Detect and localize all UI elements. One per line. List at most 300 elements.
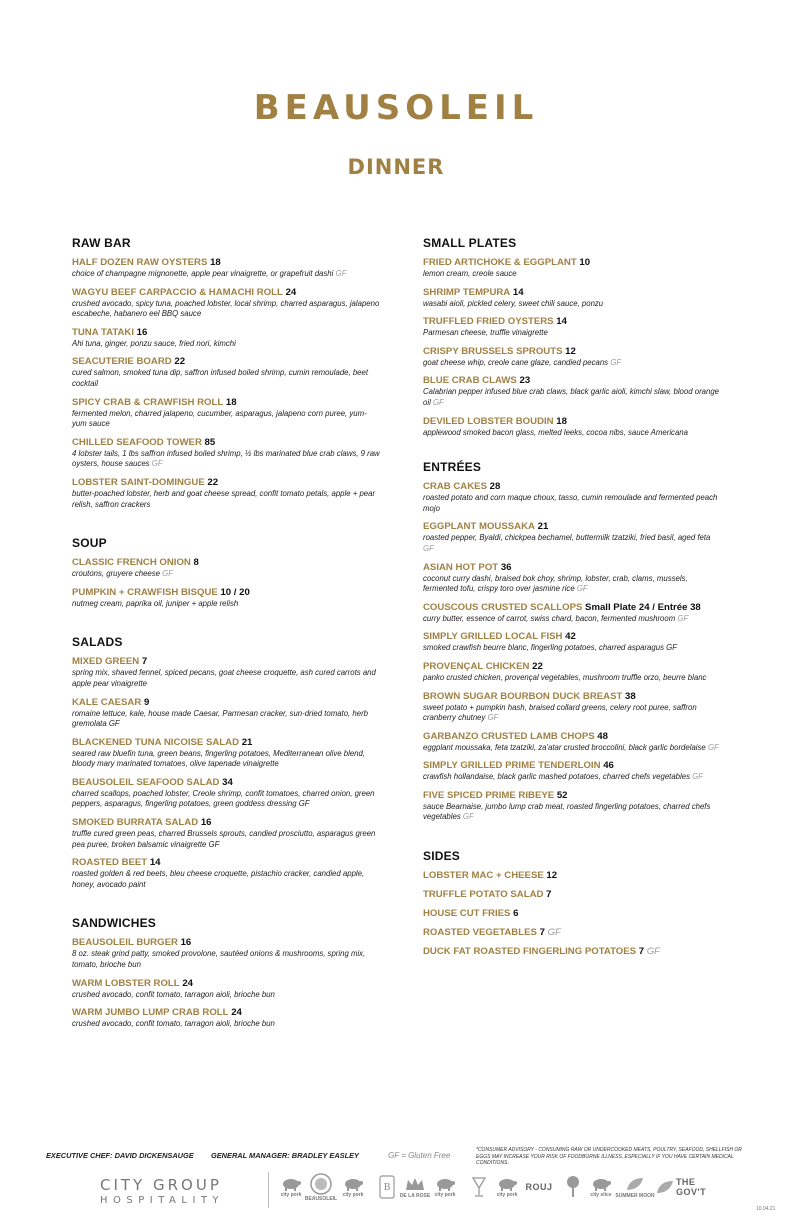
section-title: SANDWICHES	[72, 916, 157, 931]
menu-item-description-text: 8 oz. steak grind patty, smoked provolone, sautéed onions & mushrooms, spring mix, tomato, brioche bun	[72, 949, 366, 970]
restaurant-logo	[464, 1170, 494, 1204]
section-small-plates	[423, 236, 723, 438]
menu-item-description	[72, 949, 380, 970]
menu-item-description-text: Ahi tuna, ginger, ponzu sauce, fried nori, kimchi	[72, 338, 236, 348]
menu-item-price: Small Plate 24 / Entrée 38	[585, 601, 701, 613]
menu-item-price: 48	[597, 730, 608, 742]
restaurant-logo	[615, 1170, 655, 1204]
menu-item-name: CRAB CAKES	[423, 481, 487, 493]
menu-item	[72, 978, 380, 1001]
menu-item-header	[72, 356, 380, 368]
menu-item	[72, 327, 380, 350]
menu-item-header	[72, 978, 380, 990]
menu-item-price: 9	[143, 696, 150, 708]
menu-item-header	[72, 817, 380, 829]
leaf-icon	[655, 1179, 675, 1195]
menu-item-description	[423, 673, 723, 684]
crown-icon	[404, 1176, 426, 1192]
menu-item-header	[72, 937, 380, 949]
menu-item-name: PROVENÇAL CHICKEN	[423, 660, 530, 672]
svg-text:B: B	[383, 1183, 391, 1193]
gluten-free-tag: GF	[547, 927, 561, 939]
gluten-free-tag: GF	[576, 584, 588, 594]
menu-title: DINNER	[347, 155, 445, 179]
menu-item-description	[423, 269, 723, 280]
menu-item-name: FRIED ARTICHOKE & EGGPLANT	[423, 257, 577, 268]
menu-item-header	[423, 257, 723, 269]
menu-item	[72, 587, 380, 610]
menu-item-description-text: roasted potato and corn maque choux, tasso, cumin remoulade and fermented peach mojo	[423, 493, 718, 513]
menu-item-price: 14	[149, 857, 161, 869]
menu-item-name: ASIAN HOT POT	[423, 561, 499, 573]
menu-item-header	[72, 557, 380, 569]
menu-item-name: WARM JUMBO LUMP CRAB ROLL	[72, 1007, 229, 1019]
menu-item-description	[423, 428, 723, 439]
glass-icon	[471, 1176, 487, 1198]
menu-item-price: 12	[546, 870, 558, 882]
menu-item-header	[423, 316, 723, 328]
menu-item-price: 22	[174, 356, 186, 368]
menu-item-description-text: panko crusted chicken, provençal vegetables, mushroom truffle orzo, beurre blanc	[423, 672, 707, 682]
menu-item-description-text: spring mix, shaved fennel, spiced pecans, goat cheese croquette, ash cured carrots and apple pear vinaigrette	[72, 668, 376, 688]
menu-item-header	[72, 857, 380, 869]
menu-item-description-text: truffle cured green peas, charred Brussels sprouts, candied prosciutto, asparagus green pea puree, broken balsamic vinaigrette GF	[72, 829, 376, 849]
logo-label: BEAUSOLEIL	[304, 1195, 338, 1202]
menu-item	[423, 375, 723, 408]
menu-item-header	[423, 946, 723, 958]
menu-item	[423, 631, 723, 654]
menu-item-name: PUMPKIN + CRAWFISH BISQUE	[72, 586, 218, 598]
menu-item-description-text: cured salmon, smoked tuna dip, saffron infused boiled shrimp, cumin remoulade, beet cocktail	[72, 368, 369, 388]
menu-item-price: 18	[225, 396, 237, 408]
leaf-icon	[625, 1176, 645, 1192]
menu-item-name: ROASTED BEET	[72, 857, 148, 869]
group-logo	[100, 1176, 250, 1206]
menu-item-price: 85	[204, 436, 216, 448]
menu-item	[72, 557, 380, 580]
menu-item-description-text: choice of champagne mignonette, apple pear vinaigrette, or grapefruit dashi	[72, 269, 334, 278]
section-title: SMALL PLATES	[423, 236, 517, 250]
restaurant-logo	[558, 1170, 588, 1204]
gluten-free-tag: GF	[646, 946, 661, 958]
menu-item	[423, 287, 723, 310]
menu-item-description	[423, 328, 723, 339]
gluten-free-tag: GF	[707, 742, 719, 752]
menu-item-description-text: charred scallops, poached lobster, Creole shrimp, confit tomatoes, charred onion, green peppers, asparagus, fingerling potatoes, green goddess dressing GF	[72, 788, 375, 809]
menu-item-description	[423, 358, 723, 369]
menu-item-price: 12	[565, 345, 576, 357]
menu-item-name: BROWN SUGAR BOURBON DUCK BREAST	[423, 690, 623, 702]
restaurant-logo	[524, 1170, 554, 1204]
menu-item-description	[72, 489, 380, 510]
menu-item-price: 24	[182, 977, 193, 989]
menu-item-header	[423, 521, 723, 533]
menu-item-description	[423, 574, 723, 595]
menu-item-name: SIMPLY GRILLED PRIME TENDERLOIN	[423, 760, 601, 772]
menu-item-name: DUCK FAT ROASTED FINGERLING POTATOES	[423, 946, 637, 958]
menu-item-header	[72, 257, 380, 269]
menu-item-name: EGGPLANT MOUSSAKA	[423, 521, 535, 533]
menu-item-header	[423, 889, 723, 901]
restaurant-logo	[276, 1170, 306, 1204]
restaurant-logo	[676, 1170, 706, 1204]
menu-item-description-text: roasted pepper, Byaldi, chickpea bechamel, buttermilk tzatziki, fried basil, aged feta	[423, 533, 711, 543]
menu-item-description-text: seared raw bluefin tuna, green beans, fingerling potatoes, Mediterranean olive blend, bloody mary marinated tomatoes, olive tapenade vinaigrette	[72, 748, 366, 769]
menu-item-name: SPICY CRAB & CRAWFISH ROLL	[72, 396, 224, 408]
menu-item-description-text: applewood smoked bacon glass, melted leeks, cocoa nibs, sauce Americana	[423, 427, 688, 437]
left-column	[72, 236, 380, 1037]
section-salads	[72, 635, 380, 890]
menu-item	[423, 946, 723, 958]
menu-item-name: GARBANZO CRUSTED LAMB CHOPS	[423, 730, 595, 742]
menu-item-header	[423, 731, 723, 743]
section-title: SOUP	[72, 536, 107, 551]
menu-item	[72, 356, 380, 389]
menu-item-description	[423, 387, 723, 408]
menu-item	[423, 481, 723, 514]
menu-item	[423, 790, 723, 823]
menu-item	[72, 857, 380, 890]
menu-item-name: SHRIMP TEMPURA	[423, 286, 511, 298]
menu-item-header	[423, 908, 723, 920]
menu-item-description	[72, 599, 380, 610]
section-title: RAW BAR	[72, 236, 131, 250]
gluten-free-tag: GF	[162, 569, 173, 579]
menu-item-header	[423, 661, 723, 673]
menu-item-description-text: romaine lettuce, kale, house made Caesar, Parmesan cracker, sun-dried tomato, herb gremolata GF	[72, 708, 368, 729]
menu-item	[72, 437, 380, 470]
menu-item	[72, 817, 380, 850]
menu-item-price: 22	[207, 476, 219, 488]
menu-item-name: MIXED GREEN	[72, 656, 140, 668]
menu-item-header	[72, 437, 380, 449]
gluten-free-tag: GF	[462, 812, 474, 822]
menu-item-description-text: roasted golden & red beets, bleu cheese croquette, pistachio cracker, candied apple, honey, avocado paint	[72, 869, 365, 889]
menu-item-description-text: nutmeg cream, paprika oil, juniper + apple relish	[72, 598, 239, 608]
menu-item-header	[423, 416, 723, 428]
menu-item-price: 16	[180, 937, 192, 949]
menu-item-price: 7	[546, 889, 552, 901]
logo-label: SUMMER MOON	[615, 1192, 655, 1199]
menu-item-description	[423, 614, 723, 625]
menu-item	[72, 287, 380, 320]
section-raw-bar	[72, 236, 380, 510]
menu-item-description	[423, 703, 723, 724]
seal-icon	[310, 1173, 332, 1195]
section-title: ENTRÉES	[423, 460, 482, 475]
menu-item-description-text: eggplant moussaka, feta tzatziki, za'atar crusted broccolini, black garlic bordelaise	[423, 742, 706, 752]
menu-item-description	[72, 569, 380, 580]
logo-label: city pork	[342, 1191, 364, 1198]
menu-item-price: 22	[532, 660, 543, 672]
right-column	[423, 236, 723, 965]
menu-item	[423, 346, 723, 369]
menu-item-name: SIMPLY GRILLED LOCAL FISH	[423, 631, 563, 643]
menu-item-description	[72, 409, 380, 430]
menu-item-price: 21	[241, 736, 253, 748]
logo-wordmark: ROUJ	[525, 1182, 553, 1192]
menu-item	[423, 602, 723, 625]
menu-item-header	[423, 870, 723, 882]
menu-item-description	[72, 299, 380, 320]
menu-item-name: WARM LOBSTER ROLL	[72, 977, 180, 989]
menu-item	[72, 737, 380, 770]
menu-item-description-text: coconut curry dashi, braised bok choy, shrimp, lobster, crab, clams, mussels, fermented tofu, crispy toro over jasmine rice	[423, 573, 688, 594]
menu-item-header	[72, 777, 380, 789]
menu-item-header	[72, 327, 380, 339]
menu-item-name: CLASSIC FRENCH ONION	[72, 557, 191, 569]
section-entr-es	[423, 460, 723, 823]
menu-item-description	[423, 802, 723, 823]
menu-item-name: DEVILED LOBSTER BOUDIN	[423, 415, 554, 427]
menu-item	[72, 257, 380, 280]
menu-item-price: 34	[222, 776, 233, 788]
menu-item-description	[72, 339, 380, 350]
menu-item-price: 14	[556, 316, 567, 328]
pig-icon	[590, 1177, 612, 1191]
section-sides	[423, 849, 723, 958]
menu-item	[423, 521, 723, 554]
menu-item-header	[72, 397, 380, 409]
menu-item-price: 7	[638, 946, 645, 958]
menu-item-description	[423, 772, 723, 783]
menu-item-description	[423, 743, 723, 754]
menu-item-name: WAGYU BEEF CARPACCIO & HAMACHI ROLL	[72, 286, 283, 298]
menu-item-name: BLUE CRAB CLAWS	[423, 375, 517, 387]
menu-item-description-text: lemon cream, creole sauce	[423, 269, 517, 278]
menu-item-description	[72, 829, 380, 850]
restaurant-brand: BEAUSOLEIL	[253, 88, 539, 128]
menu-item-description-text: crawfish hollandaise, black garlic mashed potatoes, charred chefs vegetables	[423, 772, 690, 782]
menu-item-header	[72, 587, 380, 599]
menu-item-description	[72, 668, 380, 689]
menu-item-description	[72, 269, 380, 280]
menu-item-header	[72, 737, 380, 749]
logo-label: city pork	[434, 1191, 456, 1198]
menu-item-description-text: butter-poached lobster, herb and goat cheese spread, confit tomato petals, apple + pear relish, saffron crackers	[72, 488, 376, 509]
menu-item	[423, 257, 723, 280]
gluten-free-tag: GF	[610, 357, 622, 367]
menu-item-name: SEACUTERIE BOARD	[72, 356, 172, 368]
menu-item-price: 21	[537, 521, 549, 533]
pig-icon	[496, 1177, 518, 1191]
menu-item-name: ROASTED VEGETABLES	[423, 927, 537, 939]
menu-item-name: BLACKENED TUNA NICOISE SALAD	[72, 736, 240, 748]
gluten-free-tag: GF	[692, 772, 703, 782]
gluten-free-tag: GF	[335, 269, 347, 278]
menu-item-header	[423, 691, 723, 703]
restaurant-logo	[306, 1170, 336, 1204]
menu-item-description-text: 4 lobster tails, 1 lbs saffron infused boiled shrimp, ½ lbs marinated blue crab claws, 9 raw oysters, house sauces	[72, 448, 380, 469]
consumer-advisory: *CONSUMER ADVISORY - CONSUMING RAW OR UNDERCOOKED MEATS, POULTRY, SEAFOOD, SHELLFISH OR EGGS MAY INCREASE YOUR RISK OF FOODBORNE ILLNESS, ESPECIALLY IF YOU HAVE CERTAIN MEDICAL CONDITIONS.	[476, 1147, 742, 1166]
menu-item-description-text: crushed avocado, spicy tuna, poached lobster, local shrimp, charred asparagus, jalapeno escabeche, habanero eel BBQ sauce	[72, 298, 380, 319]
monogram-icon	[379, 1175, 395, 1199]
menu-item-header	[72, 697, 380, 709]
menu-item-description-text: crushed avocado, confit tomato, tarragon aioli, brioche bun	[72, 1019, 275, 1029]
menu-item-description-text: Calabrian pepper infused blue crab claws, black garlic aioli, kimchi slaw, blood orange oil	[423, 387, 720, 407]
menu-item-name: COUSCOUS CRUSTED SCALLOPS	[423, 601, 583, 613]
menu-item-name: TUNA TATAKI	[72, 326, 134, 338]
restaurant-logo	[338, 1170, 368, 1204]
menu-item-price: 10	[579, 257, 591, 268]
restaurant-logo	[430, 1170, 460, 1204]
menu-item-header	[72, 477, 380, 489]
gluten-free-tag: GF	[677, 613, 689, 623]
menu-item-description-text: sauce Bearnaise, jumbo lump crab meat, roasted fingerling potatoes, charred chefs vegetables	[423, 801, 711, 822]
menu-item-description	[72, 990, 380, 1001]
menu-item-header	[423, 602, 723, 614]
menu-item-description	[72, 709, 380, 730]
menu-item-header	[423, 481, 723, 493]
restaurant-logos	[276, 1170, 707, 1210]
menu-item-name: LOBSTER MAC + CHEESE	[423, 870, 544, 882]
section-title: SIDES	[423, 849, 461, 864]
gluten-free-tag: GF	[487, 713, 499, 723]
group-tagline: HOSPITALITY	[100, 1195, 225, 1206]
menu-item-description	[423, 299, 723, 310]
menu-item-description-text: Parmesan cheese, truffle vinaigrette	[423, 328, 548, 338]
menu-item-header	[72, 656, 380, 668]
menu-item-header	[423, 790, 723, 802]
menu-item	[72, 777, 380, 810]
menu-item-price: 24	[285, 286, 297, 298]
menu-item	[423, 760, 723, 783]
menu-item-description	[72, 449, 380, 470]
menu-item-price: 7	[141, 656, 148, 668]
menu-item	[423, 316, 723, 339]
menu-item	[423, 731, 723, 754]
pig-icon	[434, 1177, 456, 1191]
menu-item-description	[72, 749, 380, 770]
menu-item-description-text: smoked crawfish beurre blanc, fingerling potatoes, charred asparagus GF	[423, 643, 677, 653]
menu-item-name: BEAUSOLEIL SEAFOOD SALAD	[72, 776, 220, 788]
menu-item-header	[423, 346, 723, 358]
menu-item	[423, 870, 723, 882]
menu-item-price: 16	[200, 817, 212, 829]
menu-item-price: 14	[512, 286, 524, 298]
menu-item-price: 8	[193, 557, 199, 569]
menu-item-description	[423, 493, 723, 514]
menu-item-name: LOBSTER SAINT-DOMINGUE	[72, 476, 205, 488]
menu-item-price: 38	[625, 690, 636, 702]
menu-item	[72, 397, 380, 430]
gluten-free-tag: GF	[151, 459, 163, 469]
menu-item-name: KALE CAESAR	[72, 696, 142, 708]
menu-item-header	[423, 287, 723, 299]
menu-item-price: 7	[539, 927, 545, 939]
menu-item-price: 10 / 20	[220, 586, 250, 598]
menu-item-description-text: sweet potato + pumpkin hash, braised collard greens, celery root puree, saffron cranberry chutney	[423, 702, 697, 723]
restaurant-logo	[400, 1170, 430, 1204]
logo-label: city pork	[280, 1191, 302, 1198]
section-title: SALADS	[72, 635, 123, 650]
logo-label: city pork	[496, 1191, 518, 1198]
menu-item-description-text: curry butter, essence of carrot, swiss chard, bacon, fermented mushroom	[423, 613, 676, 623]
menu-item-price: 52	[556, 789, 568, 801]
menu-item	[72, 1007, 380, 1030]
menu-item-name: HOUSE CUT FRIES	[423, 908, 511, 920]
menu-item-description	[423, 643, 723, 654]
print-date-code: 10.04.21	[756, 1206, 776, 1212]
menu-item-header	[423, 562, 723, 574]
pig-icon	[280, 1177, 302, 1191]
menu-item-name: TRUFFLED FRIED OYSTERS	[423, 316, 554, 328]
menu-item-name: SMOKED BURRATA SALAD	[72, 817, 199, 829]
menu-item-description	[72, 789, 380, 810]
menu-item-price: 18	[556, 415, 567, 427]
menu-item	[72, 477, 380, 510]
menu-item	[72, 937, 380, 970]
menu-item-description-text: wasabi aioli, pickled celery, sweet chili sauce, ponzu	[423, 298, 604, 308]
menu-item-price: 28	[489, 481, 501, 493]
menu-item-price: 36	[500, 561, 512, 573]
menu-item-header	[423, 631, 723, 643]
menu-item-price: 16	[136, 326, 148, 338]
menu-item-header	[423, 927, 723, 939]
menu-item-description	[72, 869, 380, 890]
menu-item-price: 24	[231, 1007, 242, 1019]
menu-item	[423, 661, 723, 684]
pig-icon	[342, 1177, 364, 1191]
logo-wordmark: THE GOV'T	[675, 1177, 707, 1197]
menu-item-name: CRISPY BRUSSELS SPROUTS	[423, 345, 563, 357]
menu-item-description-text: goat cheese whip, creole cane glaze, candied pecans	[423, 357, 609, 367]
menu-item-description-text: crushed avocado, confit tomato, tarragon aioli, brioche bun	[72, 989, 275, 999]
logo-label: city slice	[590, 1191, 612, 1198]
menu-item-price: 42	[565, 631, 576, 643]
menu-item-header	[423, 375, 723, 387]
menu-item-description-text: fermented melon, charred jalapeno, cucumber, asparagus, jalapeno corn puree, yum-yum sauce	[72, 408, 367, 429]
menu-item-price: 23	[519, 375, 531, 387]
group-name: CITY GROUP	[100, 1176, 222, 1194]
menu-item-price: 18	[210, 257, 221, 268]
restaurant-logo	[372, 1170, 402, 1204]
footer-divider	[268, 1172, 269, 1208]
menu-item-description	[423, 533, 723, 554]
menu-item-price: 6	[513, 908, 519, 920]
menu-item-name: BEAUSOLEIL BURGER	[72, 937, 178, 949]
menu-item	[423, 562, 723, 595]
menu-item	[423, 691, 723, 724]
menu-item	[423, 889, 723, 901]
menu-item	[423, 927, 723, 939]
menu-item-description-text: croutons, gruyere cheese	[72, 569, 160, 579]
gluten-free-tag: GF	[423, 543, 434, 553]
menu-item-name: HALF DOZEN RAW OYSTERS	[72, 257, 208, 268]
section-sandwiches	[72, 916, 380, 1029]
restaurant-logo	[586, 1170, 616, 1204]
menu-item	[72, 697, 380, 730]
menu-item-header	[72, 1007, 380, 1019]
executive-chef: EXECUTIVE CHEF: DAVID DICKENSAUGE	[46, 1151, 194, 1160]
gluten-free-legend: GF = Gluten Free	[388, 1151, 451, 1160]
restaurant-logo	[492, 1170, 522, 1204]
menu-item-price: 46	[603, 760, 614, 772]
gluten-free-tag: GF	[432, 397, 444, 407]
menu-item	[423, 908, 723, 920]
section-soup	[72, 536, 380, 609]
logo-label: DE LA ROSE	[399, 1192, 431, 1199]
menu-item	[423, 416, 723, 439]
menu-item-header	[423, 760, 723, 772]
menu-item-name: TRUFFLE POTATO SALAD	[423, 889, 544, 901]
menu-item-description	[72, 1019, 380, 1030]
menu-item-description	[72, 368, 380, 389]
tree-icon	[565, 1175, 581, 1199]
menu-item-header	[72, 287, 380, 299]
menu-item-name: CHILLED SEAFOOD TOWER	[72, 436, 202, 448]
menu-item	[72, 656, 380, 689]
